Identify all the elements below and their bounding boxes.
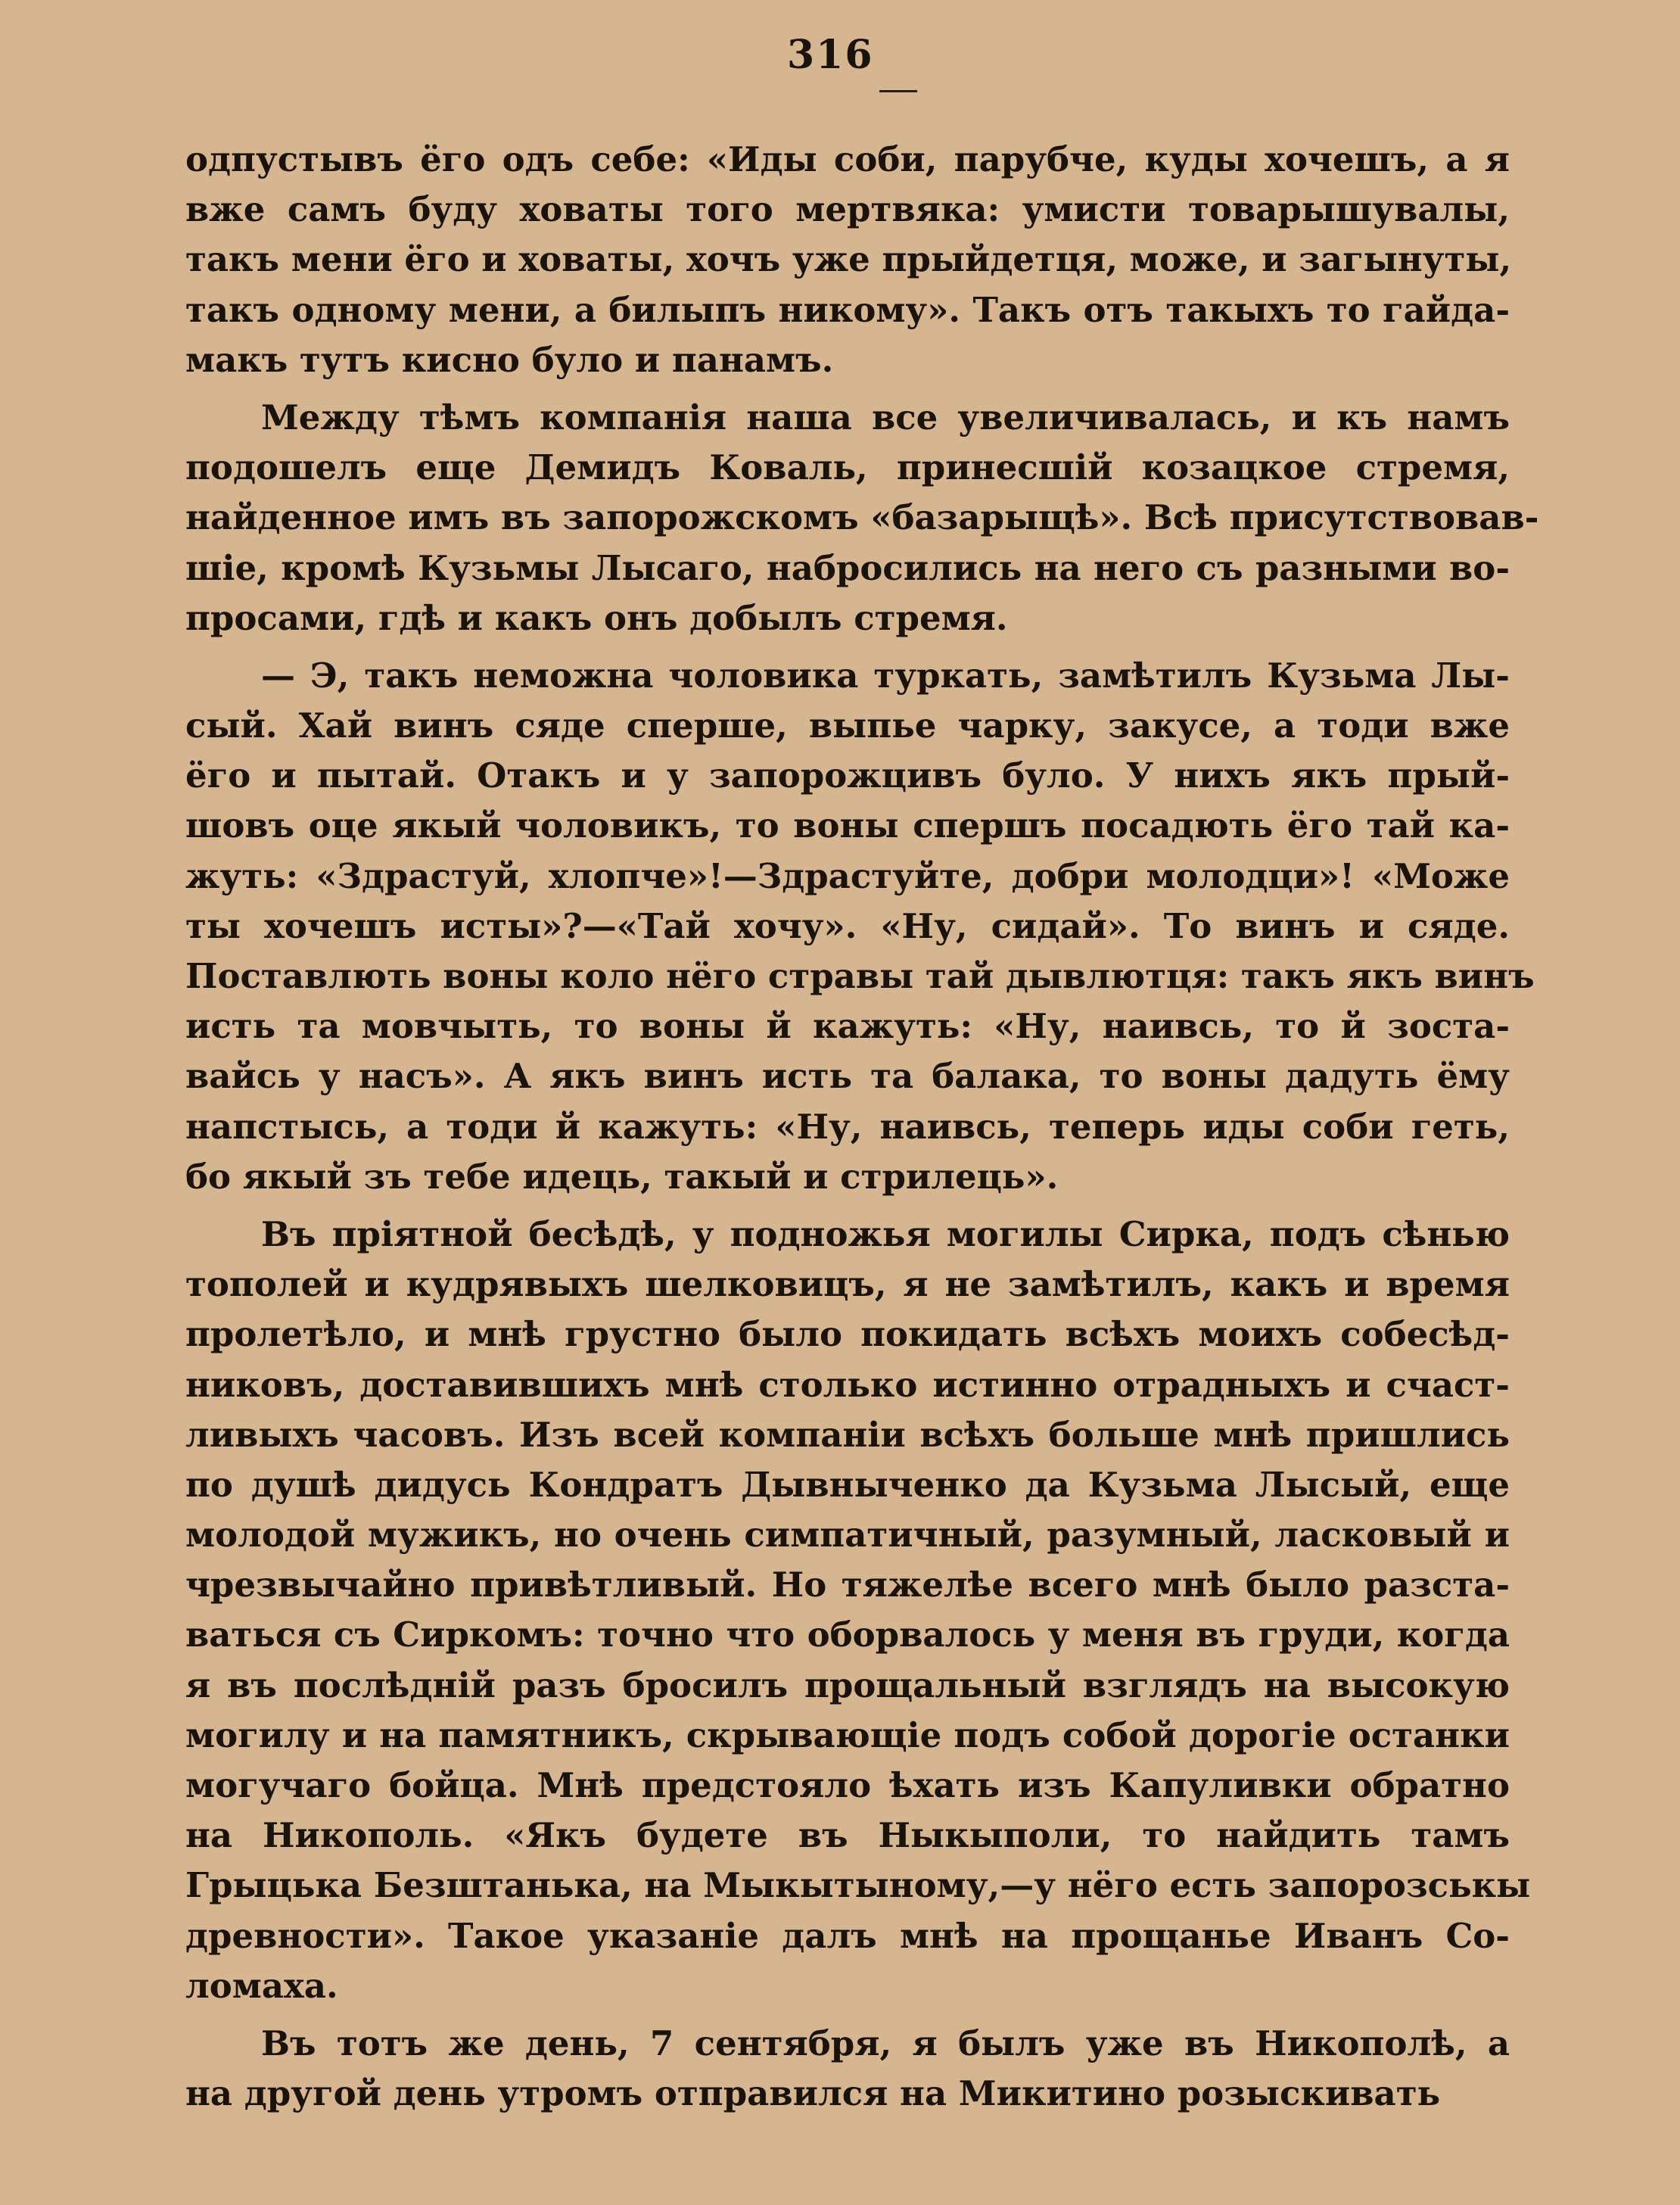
text-line: подошелъ еще Демидъ Коваль, принесшій козацкое стремя, [185, 447, 1510, 488]
text-body [185, 135, 1539, 2119]
paragraph [185, 2019, 1510, 2119]
text-line: могучаго бойца. Мнѣ предстояло ѣхать изъ Капуливки обратно [185, 1765, 1510, 1805]
text-line: ёго и пытай. Отакъ и у запорожцивъ було. У нихъ якъ прый- [185, 755, 1510, 796]
text-line: древности». Такое указаніе далъ мнѣ на прощанье Иванъ Со- [185, 1915, 1510, 1956]
text-line: просами, гдѣ и какъ онъ добылъ стремя. [185, 597, 1008, 638]
text-line: вайсь у насъ». А якъ винъ исть та балака, то воны дадуть ёму [185, 1056, 1510, 1097]
text-line: такъ мени ёго и ховаты, хочъ уже прыйдетця, може, и загынуты, [185, 239, 1512, 280]
paragraph [185, 135, 1510, 385]
page-number: 316 [787, 32, 874, 78]
text-line: сый. Хай винъ сяде сперше, выпье чарку, закусе, а тоди вже [185, 705, 1510, 746]
text-line: пролетѣло, и мнѣ грустно было покидать всѣхъ моихъ собесѣд- [185, 1314, 1510, 1355]
text-line: чрезвычайно привѣтливый. Но тяжелѣе всего мнѣ было разста- [185, 1565, 1510, 1605]
paragraph-gap [185, 385, 1510, 393]
text-line: никовъ, доставившихъ мнѣ столько истинно отрадныхъ и счаст- [185, 1364, 1510, 1405]
paragraph [185, 1210, 1531, 2011]
text-line: вже самъ буду ховаты того мертвяка: умисти товарышувалы, [185, 189, 1510, 230]
text-line: шіе, кромѣ Кузьмы Лысаго, набросились на него съ разными во- [185, 547, 1510, 588]
text-line: Поставлють воны коло нёго стравы тай дывлютця: такъ якъ винъ [185, 956, 1535, 996]
text-line: молодой мужикъ, но очень симпатичный, разумный, ласковый и [185, 1515, 1510, 1556]
text-line: жуть: «Здрастуй, хлопче»!—Здрастуйте, добри молодци»! «Може [185, 855, 1510, 896]
paragraph-gap [185, 2011, 1510, 2019]
text-line: исть та мовчыть, то воны й кажуть: «Ну, наивсь, то й зоста- [185, 1006, 1510, 1047]
text-line: — Э, такъ неможна чоловика туркать, замѣтилъ Кузьма Лы- [261, 655, 1510, 696]
page-number-rule [879, 90, 917, 92]
text-line: макъ тутъ кисно було и панамъ. [185, 339, 834, 380]
text-line: на другой день утромъ отправился на Микитино розыскивать [185, 2073, 1441, 2114]
text-line: ваться съ Сиркомъ: точно что оборвалось у меня въ груди, когда [185, 1615, 1510, 1655]
text-line: Въ тотъ же день, 7 сентября, я былъ уже въ Никополѣ, а [261, 2023, 1510, 2063]
text-line: тополей и кудрявыхъ шелковицъ, я не замѣтилъ, какъ и время [185, 1264, 1510, 1305]
text-line: по душѣ дидусь Кондратъ Дывныченко да Кузьма Лысый, еще [185, 1464, 1510, 1505]
text-line: на Никополь. «Якъ будете въ Ныкыполи, то найдить тамъ [185, 1815, 1510, 1856]
text-line: ливыхъ часовъ. Изъ всей компаніи всѣхъ больше мнѣ пришлись [185, 1414, 1510, 1455]
paragraph [185, 651, 1535, 1202]
text-line: шовъ оце якый чоловикъ, то воны спершъ посадють ёго тай ка- [185, 805, 1510, 846]
text-line: одпустывъ ёго одъ себе: «Иды соби, парубче, куды хочешъ, а я [185, 139, 1510, 179]
text-line: ломаха. [185, 1965, 338, 2006]
text-line: найденное имъ въ запорожскомъ «базарыщѣ». Всѣ присутствовав- [185, 497, 1539, 538]
text-line: я въ послѣдній разъ бросилъ прощальный взглядъ на высокую [185, 1665, 1510, 1705]
text-line: бо якый зъ тебе идець, такый и стрилець». [185, 1156, 1059, 1197]
text-line: могилу и на памятникъ, скрывающіе подъ собой дорогіе останки [185, 1714, 1510, 1755]
text-line: такъ одному мени, а билыпъ никому». Такъ отъ такыхъ то гайда- [185, 289, 1510, 330]
text-line: напстысь, а тоди й кажуть: «Ну, наивсь, теперь иды соби геть, [185, 1106, 1510, 1147]
text-line: Грыцька Безштанька, на Мыкытыному,—у нёго есть запорозськы [185, 1865, 1531, 1906]
text-line: Между тѣмъ компанія наша все увеличивалась, и къ намъ [261, 397, 1510, 438]
text-line: ты хочешъ исты»?—«Тай хочу». «Ну, сидай». То винъ и сяде. [185, 905, 1510, 946]
paragraph-gap [185, 643, 1510, 651]
text-line: Въ пріятной бесѣдѣ, у подножья могилы Сирка, подъ сѣнью [261, 1213, 1510, 1254]
paragraph-gap [185, 1202, 1510, 1210]
paragraph [185, 393, 1539, 643]
